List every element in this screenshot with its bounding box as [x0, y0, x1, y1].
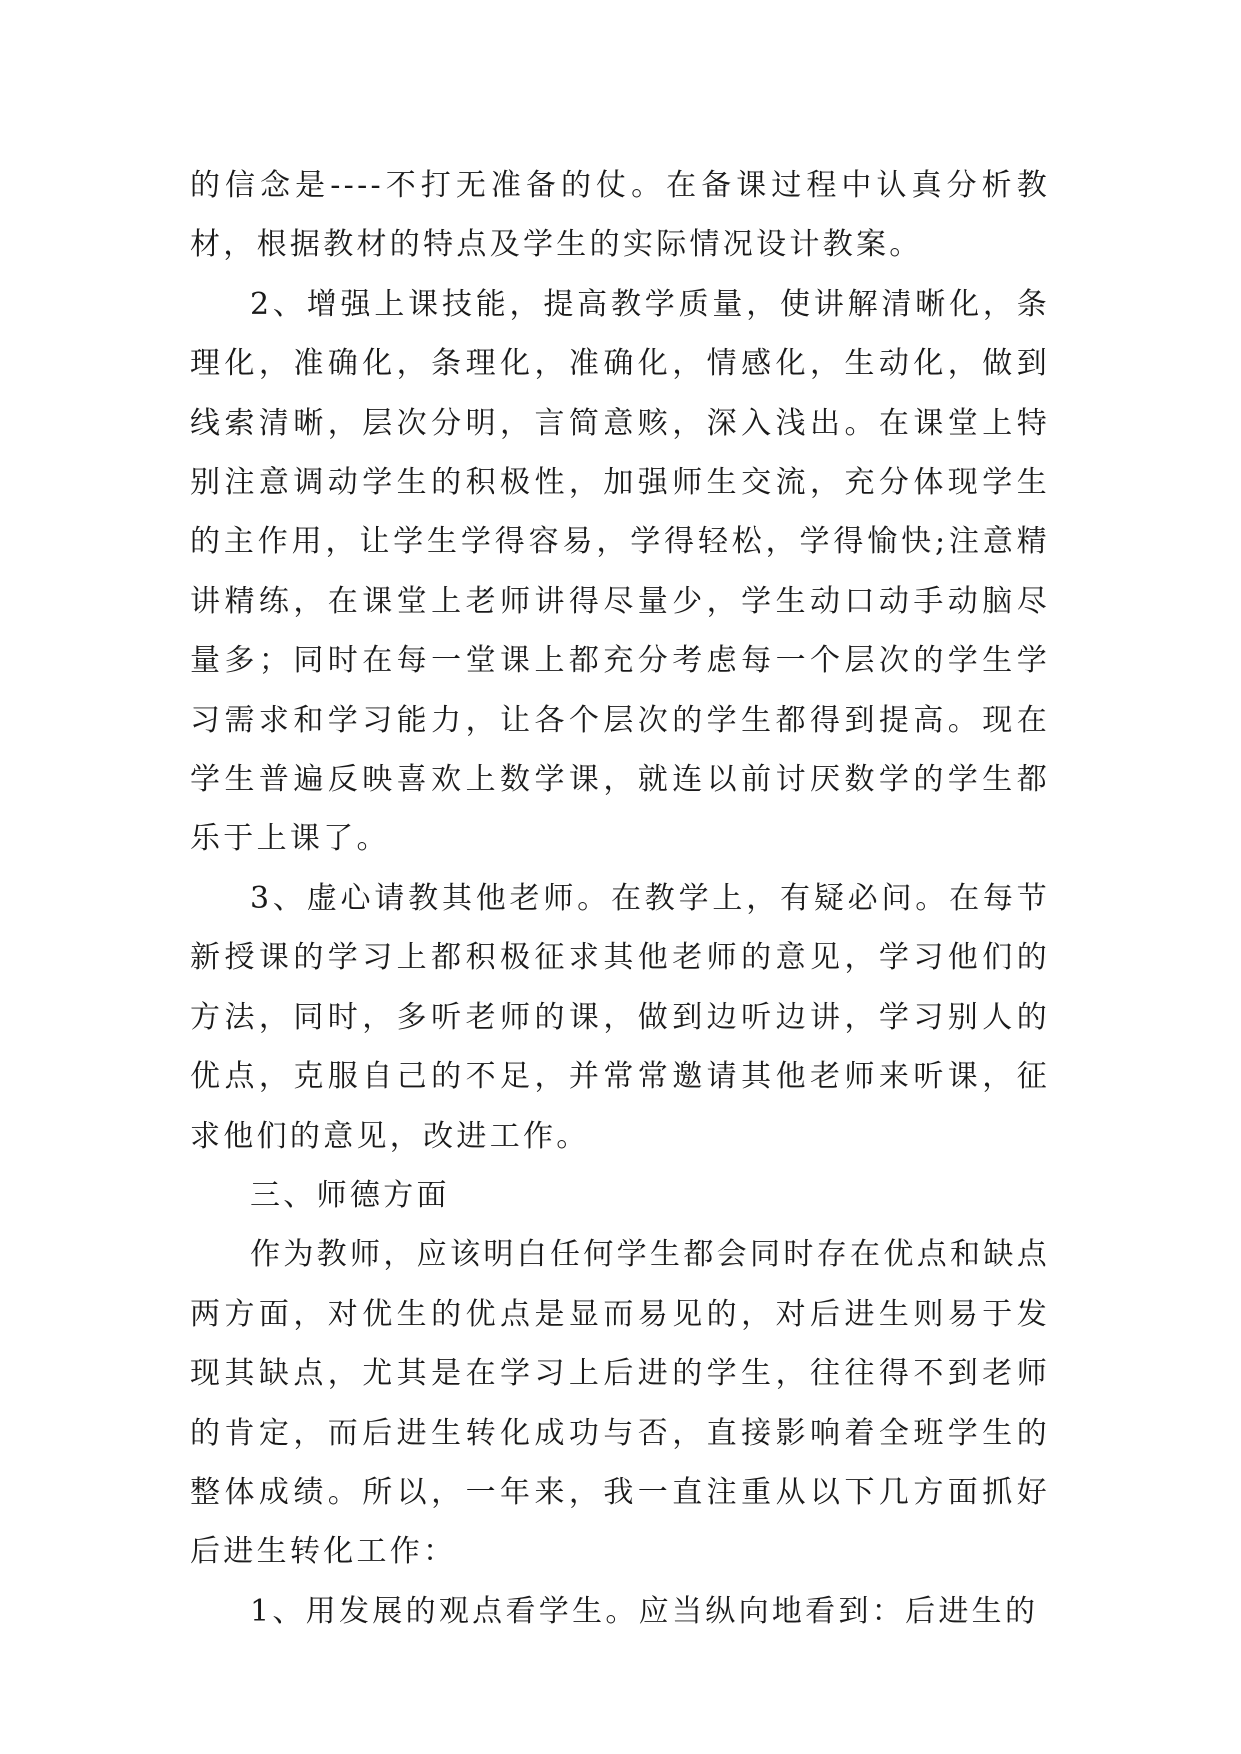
section-heading-teacher-ethics: 三、师德方面: [250, 1177, 450, 1213]
document-body: [190, 156, 1050, 1641]
paragraph-underachievers: 作为教师，应该明白任何学生都会同时存在优点和缺点两方面，对优生的优点是显而易见的，对后进生则易于发现其缺点，尤其是在学习上后进的学生，往往得不到老师的肯定，而后进生转化成功与否，直接影响着全班学生的整体成绩。所以，一年来，我一直注重从以下几方面抓好后进生转化工作：: [190, 1237, 1050, 1570]
paragraph-development-view: 1、用发展的观点看学生。应当纵向地看到：后进生的: [250, 1593, 1039, 1629]
paragraph-consult-teachers: 3、虚心请教其他老师。在教学上，有疑必问。在每节新授课的学习上都积极征求其他老师的意见，学习他们的方法，同时，多听老师的课，做到边听边讲，学习别人的优点，克服自己的不足，并常常邀请其他老师来听课，征求他们的意见，改进工作。: [190, 880, 1050, 1154]
paragraph-lesson-prep: 的信念是----不打无准备的仗。在备课过程中认真分析教材，根据教材的特点及学生的实际情况设计教案。: [190, 168, 1050, 263]
paragraph-teaching-skills: 2、增强上课技能，提高教学质量，使讲解清晰化，条理化，准确化，条理化，准确化，情感化，生动化，做到线索清晰，层次分明，言简意赅，深入浅出。在课堂上特别注意调动学生的积极性，加强师生交流，充分体现学生的主作用，让学生学得容易，学得轻松，学得愉快;注意精讲精练，在课堂上老师讲得尽量少，学生动口动手动脑尽量多；同时在每一堂课上都充分考虑每一个层次的学生学习需求和学习能力，让各个层次的学生都得到提高。现在学生普遍反映喜欢上数学课，就连以前讨厌数学的学生都乐于上课了。: [190, 286, 1050, 857]
